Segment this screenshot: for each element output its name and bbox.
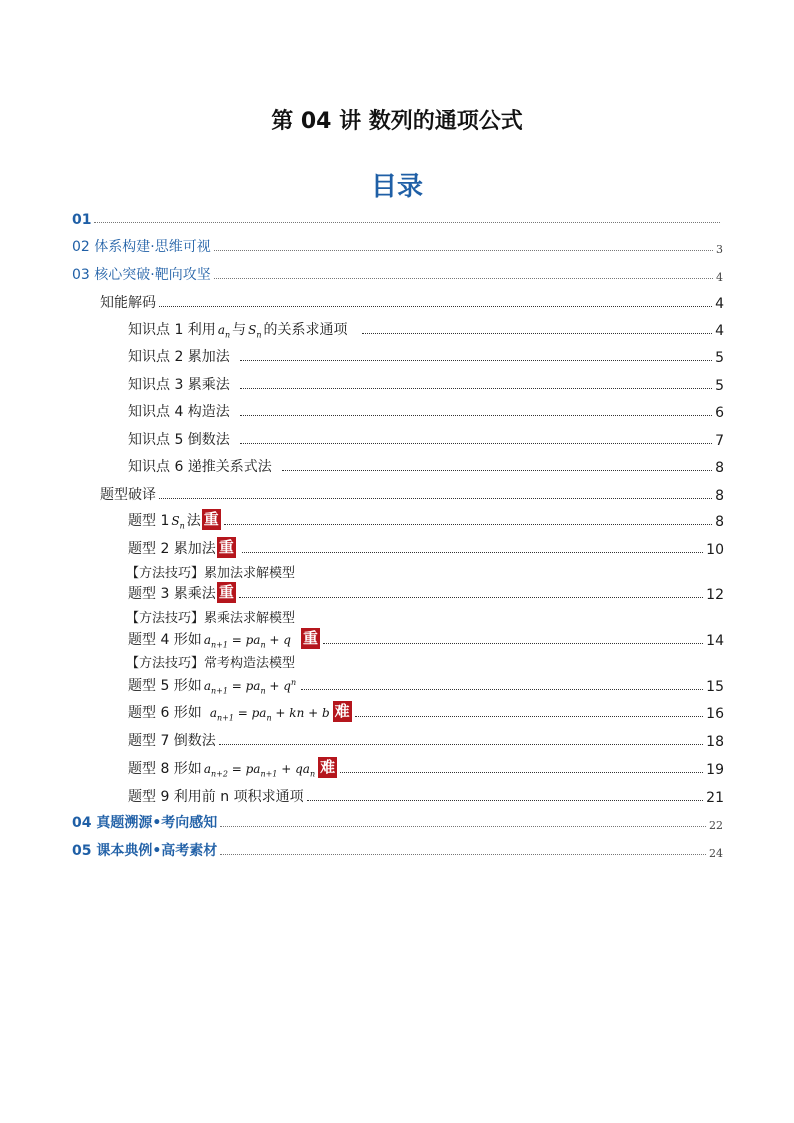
toc-item-label: 知能解码 [100,295,156,311]
importance-badge: 重 [218,538,234,556]
toc-heading: 目录 [370,172,423,202]
toc-item-01[interactable] [72,206,723,228]
importance-badge: 重 [203,510,219,528]
formula-t6: $a_{n+1} = pa_n$ + kn + b [209,705,330,722]
leader-dots [220,854,706,855]
importance-badge: 重 [218,583,234,601]
toc-item-05[interactable] [72,838,723,860]
formula-t8: $a_{n+2} = pa_{n+1} + qa_n$ [203,761,316,778]
toc-page-number: 4 [715,323,724,339]
leader-dots [355,716,703,717]
toc-item-label: 02 体系构建·思维可视 [72,239,211,255]
leader-dots [242,552,703,553]
toc-item-k6[interactable] [128,454,724,476]
leader-dots [159,306,712,307]
toc-item-label: 知识点 3 累乘法 [128,377,230,393]
toc-item-label: 04 真题溯源•考向感知 [72,815,218,831]
leader-dots [159,498,712,499]
math-sn: $S_n$ [248,322,262,339]
math-sn: $S_n$ [171,513,185,530]
leader-dots [340,772,703,773]
toc-page-number: 18 [706,734,724,750]
leader-dots [362,333,713,334]
toc-item-k2[interactable] [128,344,724,366]
toc-page-number: 4 [715,296,724,312]
toc-item-tixing[interactable] [100,482,724,504]
toc-item-label: 知识点 5 倒数法 [128,432,230,448]
toc-item-label: 01 [72,212,92,228]
toc-item-label: 题型 5 形如 $a_{n+1} = pa_n + q^n$ [128,677,297,695]
method-tip-3: 【方法技巧】常考构造法模型 [126,656,296,671]
formula-t4: $a_{n+1} = pa_n + q$ [203,632,291,649]
toc-item-t1[interactable] [128,508,724,530]
toc-item-label: 知识点 1 利用 $a_n$ 与 $S_n$ 的关系求通项 [128,322,348,339]
toc-item-k1[interactable] [128,317,724,339]
method-tip-1: 【方法技巧】累加法求解模型 [126,566,296,581]
toc-item-label: 题型 1 $S_n$ 法 重 [128,510,219,530]
toc-item-t8[interactable] [128,756,724,778]
toc-page-number: 15 [706,679,724,695]
toc-page-number: 10 [706,542,724,558]
toc-page-number: 12 [706,587,724,603]
toc-item-label: 题型 7 倒数法 [128,733,216,749]
leader-dots [323,643,703,644]
toc-item-k3[interactable] [128,372,724,394]
toc-page-number: 21 [706,790,724,806]
toc-page-number: 14 [706,633,724,649]
toc-item-03[interactable] [72,262,723,284]
difficulty-badge: 难 [334,702,350,720]
leader-dots [301,689,703,690]
toc-page-number: 5 [715,350,724,366]
toc-item-k4[interactable] [128,399,724,421]
leader-dots [214,250,713,251]
toc-page-number: 16 [706,706,724,722]
toc-page-number: 22 [709,819,723,832]
toc-item-04[interactable] [72,810,723,832]
toc-item-t2[interactable] [128,536,724,558]
leader-dots [282,470,712,471]
toc-item-label: 题型 6 形如 $a_{n+1} = pa_n$ + kn + b 难 [128,702,350,722]
formula-t5: $a_{n+1} = pa_n + q^n$ [203,677,297,695]
toc-item-label: 题型破译 [100,487,156,503]
toc-item-label: 题型 8 形如 $a_{n+2} = pa_{n+1} + qa_n$ 难 [128,758,336,778]
toc-item-label: 题型 2 累加法 重 [128,538,234,557]
leader-dots [240,388,712,389]
toc-item-zhineng[interactable] [100,290,724,312]
toc-item-label: 知识点 6 递推关系式法 [128,459,272,475]
toc-item-label: 05 课本典例•高考素材 [72,843,218,859]
toc-item-t7[interactable] [128,728,724,750]
toc-item-t5[interactable] [128,673,724,695]
toc-item-t3[interactable] [128,581,724,603]
toc-page-number: 6 [715,405,724,421]
toc-page-number: 4 [716,271,723,284]
leader-dots [240,415,712,416]
method-tip-2: 【方法技巧】累乘法求解模型 [126,611,296,626]
toc-item-t9[interactable] [128,784,724,806]
toc-page-number: 3 [716,243,723,256]
toc-item-label: 题型 9 利用前 n 项积求通项 [128,789,304,805]
document-title: 第 04 讲 数列的通项公式 [271,109,523,134]
toc-item-label: 题型 3 累乘法 重 [128,583,234,602]
leader-dots [240,443,712,444]
toc-page-number: 8 [715,488,724,504]
math-an: $a_n$ [217,322,231,339]
importance-badge: 重 [302,629,318,647]
difficulty-badge: 难 [320,758,336,776]
leader-dots [94,222,720,223]
toc-page-number: 24 [709,847,723,860]
toc-page-number: 19 [706,762,724,778]
toc-item-label: 知识点 4 构造法 [128,404,230,420]
toc-item-02[interactable] [72,234,723,256]
toc-page-number: 7 [715,433,724,449]
leader-dots [219,744,703,745]
toc-page-number: 8 [715,514,724,530]
leader-dots [240,360,712,361]
leader-dots [239,597,703,598]
leader-dots [220,826,706,827]
toc-page-number: 8 [715,460,724,476]
toc-item-label: 03 核心突破·靶向攻坚 [72,267,211,283]
toc-page-number: 5 [715,378,724,394]
leader-dots [307,800,704,801]
toc-item-label: 知识点 2 累加法 [128,349,230,365]
leader-dots [214,278,713,279]
toc-item-k5[interactable] [128,427,724,449]
toc-item-label: 题型 4 形如 $a_{n+1} = pa_n + q$ 重 [128,629,318,649]
leader-dots [224,524,712,525]
toc-item-t6[interactable] [128,700,724,722]
toc-item-t4[interactable] [128,627,724,649]
